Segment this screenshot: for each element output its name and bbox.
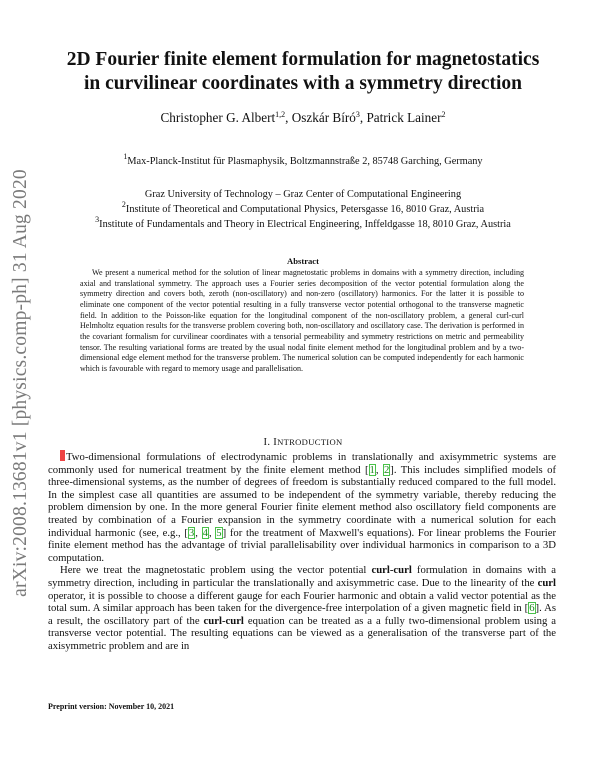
- abstract-heading: Abstract: [287, 256, 319, 266]
- author-affiliation-mark: 3: [355, 110, 360, 119]
- section-number: I.: [263, 437, 274, 448]
- citation-link[interactable]: 3: [188, 526, 195, 539]
- citation-separator: ,: [195, 526, 202, 539]
- section-title-initial: I: [273, 437, 278, 448]
- paragraph-text: ]. As a result, the oscillatory part of the: [48, 602, 556, 627]
- affiliation-text: Max-Planck-Institut für Plasmaphysik, Boltzmannstraße 2, 85748 Garching, Germany: [127, 156, 483, 167]
- abstract-body: [80, 268, 524, 375]
- author-separator: ,: [359, 110, 367, 125]
- paragraph-text: ]. This includes simplified models of three-dimensional systems, as the number of degrees of freedom is substantially reduced compared to the full model. In the simplest case all quantities are assumed to be independent of the symmetry variable, thereby reducing the problem dimension by one. In the more general Fourier finite element method also oscillatory field components are treated by combination of a Fourier expansion in the symmetry coordinate with a numerical solution for each individual harmonic (see, e.g., [: [48, 463, 557, 539]
- paragraph-text: Here we treat the magnetostatic problem using the vector potential: [60, 564, 372, 577]
- citation-link[interactable]: 4: [202, 526, 208, 539]
- citation-separator: ,: [375, 463, 383, 476]
- author-affiliation-mark: 1,2: [275, 110, 286, 119]
- paragraph-text: Two-dimensional formulations of electrodynamic problems in translationally and axisymmetric systems are commonly used for numerical treatment by the finite element method [: [48, 451, 556, 476]
- author-affiliation-mark: 2: [441, 110, 446, 119]
- paragraph-1: [48, 450, 556, 564]
- preprint-footer: Preprint version: November 10, 2021: [48, 702, 175, 711]
- paragraph-text: formulation in domains with a symmetry direction, including in particular the translationally and axisymmetric case. Due to the linearity of the: [48, 564, 557, 589]
- author-separator: ,: [285, 110, 292, 125]
- bold-term: curl-curl: [371, 564, 412, 577]
- bold-term: curl-curl: [203, 614, 244, 627]
- paper-title: [50, 48, 556, 96]
- arxiv-identifier: [6, 168, 36, 598]
- citation-separator: ,: [208, 526, 216, 539]
- affiliation-mark: 2: [121, 200, 126, 209]
- affiliation-mark: 3: [95, 215, 100, 224]
- citation-link[interactable]: 1: [369, 463, 375, 476]
- abstract-text: We present a numerical method for the solution of linear magnetostatic problems in domains with a symmetry direction, including axial and translational symmetry. The approach uses a Fourier series decomposition of the vector potential formulation along the symmetry direction and covers both, zeroth (non-oscillatory) and non-zero (oscillatory) harmonics. For the latter it is possible to eliminate one component of the vector potential resulting in a fully transverse vector potential orthogonal to the transverse magnetic field. In addition to the Poisson-like equation for the longitudinal component of the non-oscillatory problem, a general curl-curl Helmholtz equation results for the transverse problem covering both, non-oscillatory and oscillatory case. The derivation is performed in the covariant formalism for curvilinear coordinates with a tensorial permeability and symmetry restrictions on metric and permeability tensor. The resulting variational forms are treated by the usual nodal finite element method for the longitudinal problem and by a two-dimensional edge element method for the transverse problem. The numerical solution can be computed independently for each harmonic which is favourable with regard to memory usage and parallelisation.: [80, 268, 524, 373]
- author-name: Christopher G. Albert: [160, 110, 276, 125]
- paragraph-2: [48, 564, 556, 652]
- section-title-rest: NTRODUCTION: [277, 437, 343, 447]
- bold-term: curl: [537, 576, 556, 589]
- text-cursor-marker: [60, 450, 65, 461]
- paragraph-text: ] for the treatment of Maxwell's equations). For linear problems the Fourier finite element method has the advantage of trivial parallelisability over individual harmonics in comparison to a 3D computation.: [48, 526, 557, 564]
- citation-link[interactable]: 6: [529, 602, 535, 615]
- affiliation-1: [40, 154, 566, 169]
- affiliation-mark: 1: [123, 152, 128, 161]
- affiliation-group-text: Graz University of Technology – Graz Center of Computational Engineering: [144, 189, 462, 200]
- author-name: Patrick Lainer: [366, 110, 442, 125]
- author-list: [50, 110, 556, 126]
- affiliation-3: [40, 217, 566, 232]
- section-heading: [50, 437, 556, 448]
- author-name: Oszkár Bíró: [291, 110, 356, 125]
- affiliation-text: Institute of Theoretical and Computational Physics, Petersgasse 16, 8010 Graz, Austria: [125, 204, 485, 215]
- paragraph-text: equation can be treated as a a fully two-dimensional problem using a transverse vector potential. The resulting equations can be viewed as a generalisation of the transverse part of the axisymmetric problem and are in: [48, 614, 556, 652]
- affiliation-2: [40, 202, 566, 217]
- affiliation-group: [40, 187, 566, 202]
- paragraph-text: operator, it is possible to choose a different gauge for each Fourier harmonic and obtain a valid vector potential as the total sum. A similar approach has been taken for the divergence-free interpolation of a given magnetic field in [: [48, 589, 556, 615]
- introduction-body: [48, 450, 556, 653]
- citation-link[interactable]: 5: [216, 526, 222, 539]
- title-line-1: 2D Fourier finite element formulation for magnetostatics: [66, 49, 540, 70]
- title-line-2: in curvilinear coordinates with a symmetry direction: [84, 73, 522, 94]
- arxiv-identifier-text: arXiv:2008.13681v1 [physics.comp-ph] 31 Aug 2020: [10, 169, 31, 597]
- affiliation-text: Institute of Fundamentals and Theory in Electrical Engineering, Inffeldgasse 18, 8010 Graz, Austria: [99, 219, 511, 230]
- citation-link[interactable]: 2: [383, 463, 390, 476]
